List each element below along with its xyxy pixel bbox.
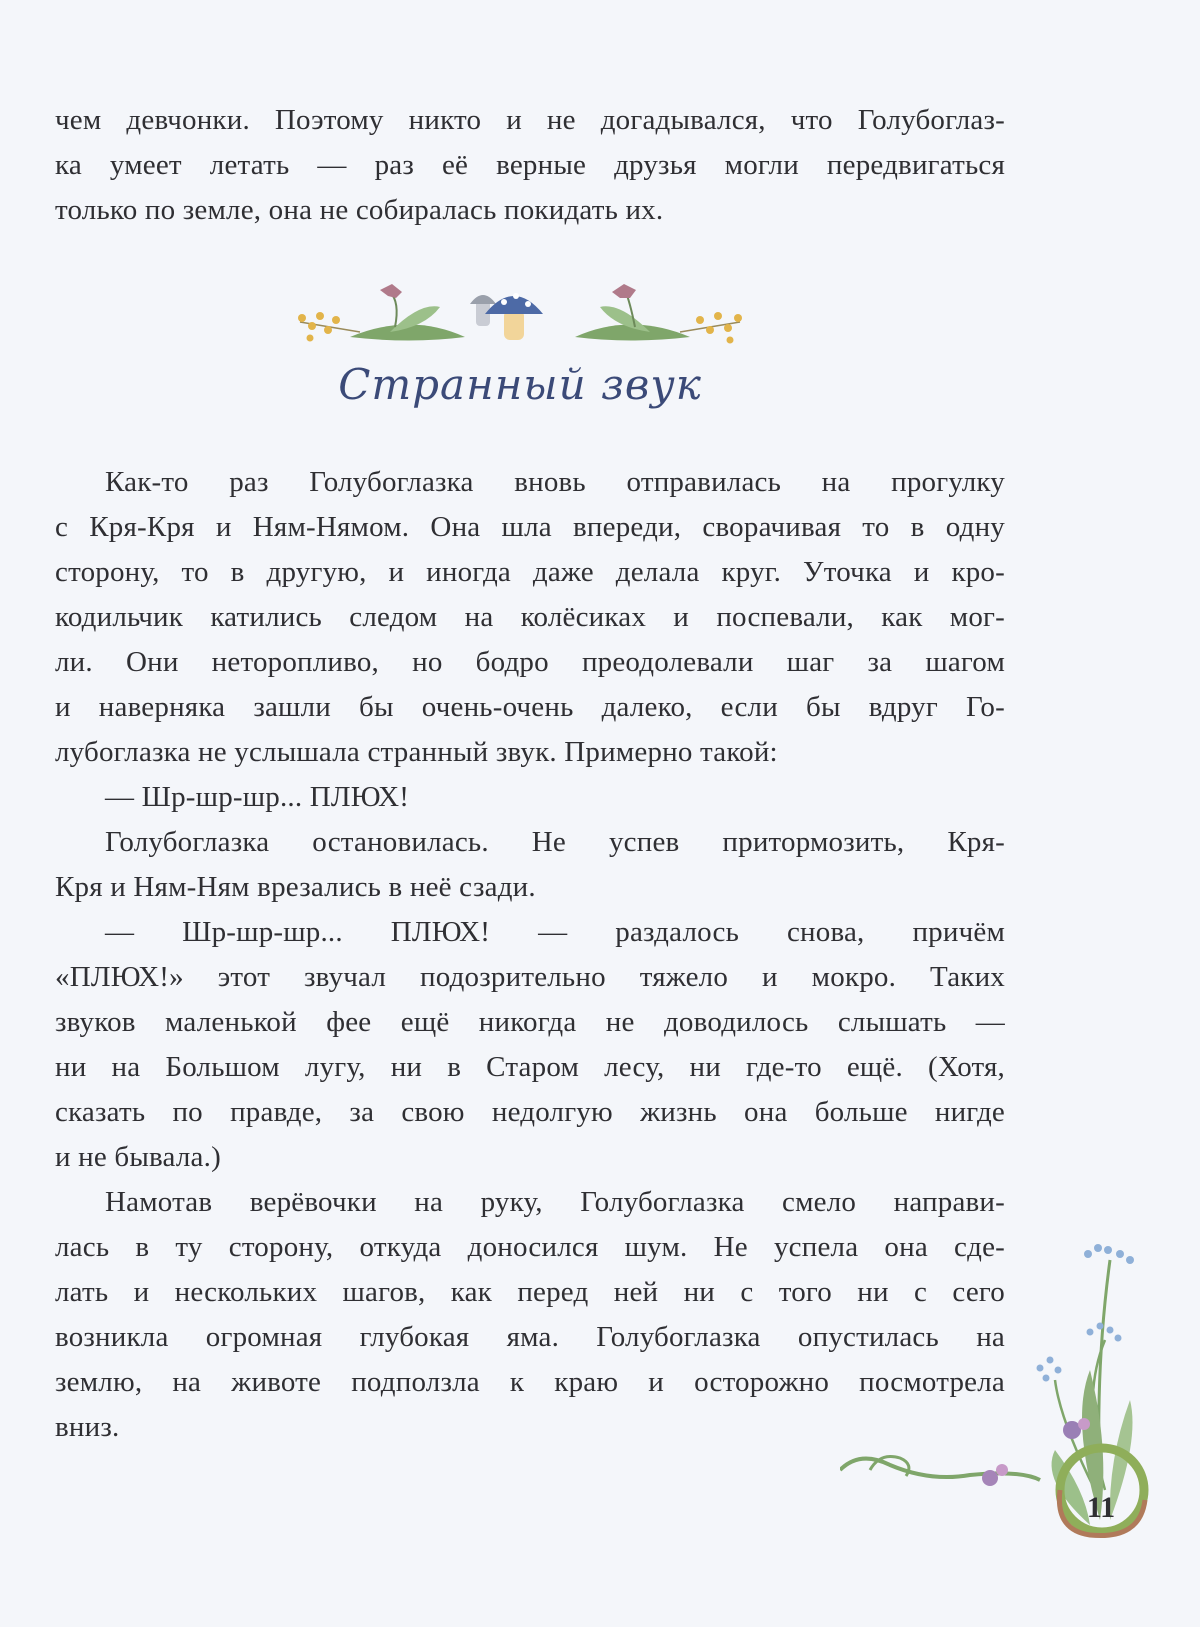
intro-paragraph [55, 98, 1005, 233]
chapter-title: Странный звук [338, 360, 702, 409]
text-line: с Кря-Кря и Ням-Нямом. Она шла впереди, сворачивая то в одну [55, 511, 1005, 543]
text-line: только по земле, она не собиралась покидать их. [55, 194, 664, 226]
pink-flower-icon [982, 1418, 1090, 1486]
text-line: вниз. [55, 1411, 120, 1443]
text-line: ли. Они неторопливо, но бодро преодолевали шаг за шагом [55, 646, 1005, 678]
text-line: лать и нескольких шагов, как перед ней ни с того ни с сего [55, 1276, 1005, 1308]
text-line: — Шр-шр-шр... ПЛЮХ! — раздалось снова, причём [105, 916, 1005, 948]
text-line: сторону, то в другую, и иногда даже делала круг. Уточка и кро- [55, 556, 1005, 588]
text-line: возникла огромная глубокая яма. Голубоглазка опустилась на [55, 1321, 1005, 1353]
paragraph [55, 775, 1005, 820]
text-line: лась в ту сторону, откуда доносился шум. Не успела она сде- [55, 1231, 1005, 1263]
text-line: Голубоглазка остановилась. Не успев притормозить, Кря- [105, 826, 1005, 858]
text-line: кодильчик катились следом на колёсиках и поспевали, как мог- [55, 601, 1005, 633]
paragraph [55, 98, 1005, 233]
text-line: и наверняка зашли бы очень-очень далеко, если бы вдруг Го- [55, 691, 1005, 723]
text-line: ни на Большом лугу, ни в Старом лесу, ни где-то ещё. (Хотя, [55, 1051, 1005, 1083]
flower-corner-decoration [840, 1220, 1200, 1627]
mushroom-ornament [290, 282, 750, 362]
berry-sprig-right-icon [680, 312, 742, 344]
text-line: — Шр-шр-шр... ПЛЮХ! [105, 781, 410, 813]
text-line: Кря и Ням-Ням врезались в неё сзади. [55, 871, 536, 903]
text-line: Как-то раз Голубоглазка вновь отправилась на прогулку [105, 466, 1005, 498]
text-line: Намотав верёвочки на руку, Голубоглазка смело направи- [105, 1186, 1005, 1218]
text-line: лубоглазка не услышала странный звук. Примерно такой: [55, 736, 778, 768]
bell-flower-left-icon [380, 284, 402, 327]
text-line: звуков маленькой фее ещё никогда не доводилось слышать — [55, 1006, 1005, 1038]
text-line: землю, на животе подползла к краю и осторожно посмотрела [55, 1366, 1005, 1398]
text-line: ка умеет летать — раз её верные друзья могли передвигаться [55, 149, 1005, 181]
paragraph [55, 460, 1005, 775]
paragraph [55, 820, 1005, 910]
blue-flower-icon [1037, 1244, 1135, 1382]
mushroom-icon [470, 293, 543, 340]
page-number: 11 [1086, 1491, 1116, 1524]
paragraph [55, 910, 1005, 1180]
text-line: чем девчонки. Поэтому никто и не догадывался, что Голубоглаз- [55, 104, 1005, 136]
text-line: «ПЛЮХ!» этот звучал подозрительно тяжело и мокро. Таких [55, 961, 1005, 993]
text-line: сказать по правде, за свою недолгую жизнь она больше нигде [55, 1096, 1005, 1128]
text-line: и не бывала.) [55, 1141, 221, 1173]
